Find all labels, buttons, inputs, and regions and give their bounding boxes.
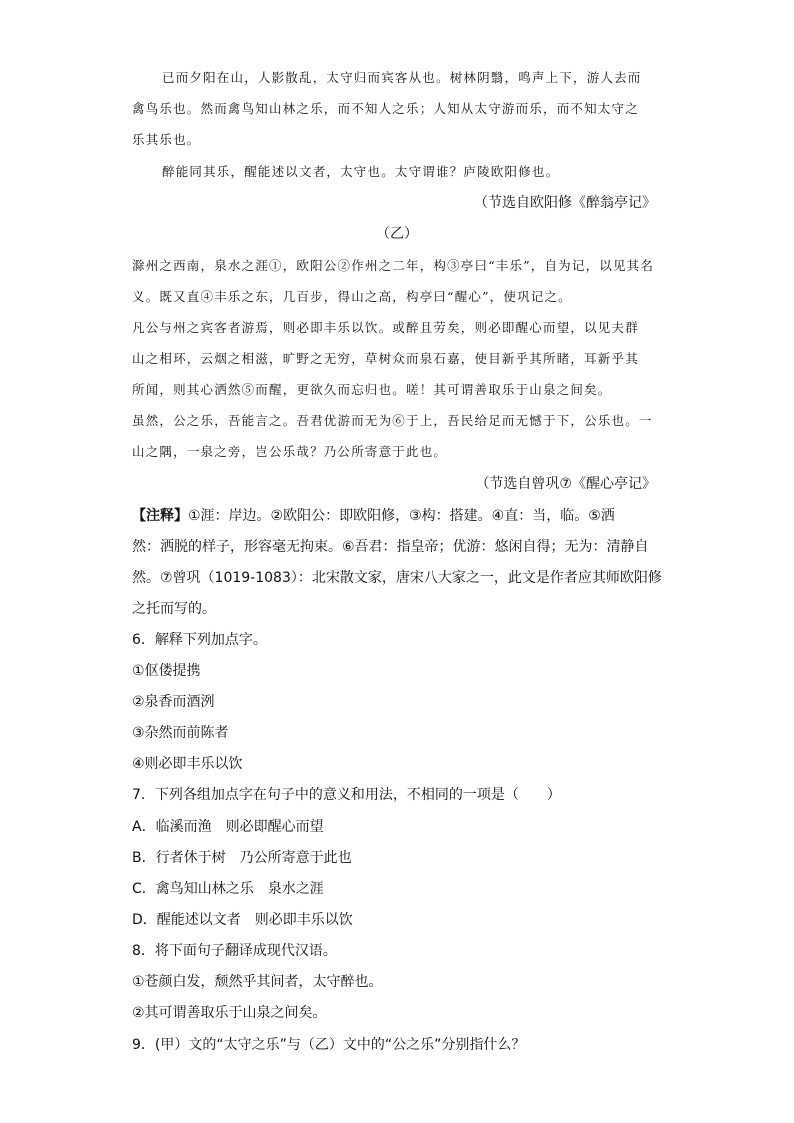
jia-para1-line1: 已而夕阳在山，人影散乱，太守归而宾客从也。树林阴翳，鸣声上下，游人去而 <box>162 70 642 85</box>
q9-stem: 9．(甲）文的“太守之乐”与（乙）文中的“公之乐”分别指什么？ <box>132 1037 526 1053</box>
jia-para1-line3: 乐其乐也。 <box>132 132 201 147</box>
yi-line-6: 虽然，公之乐，吾能言之。吾君优游而无为⑥于上，吾民给足而无憾于下，公乐也。一 <box>132 413 653 428</box>
yi-heading: （乙） <box>376 226 418 242</box>
q8-stem: 8．将下面句子翻译成现代汉语。 <box>132 943 337 959</box>
q6-item-3: ③杂然而前陈者 <box>132 725 229 741</box>
jia-para1-line2: 禽鸟乐也。然而禽鸟知山林之乐，而不知人之乐；人知从太守游而乐，而不知太守之 <box>132 101 639 116</box>
yi-line-2: 义。既又直④丰乐之东，几百步，得山之高，构亭曰“醒心”，使巩记之。 <box>132 289 572 304</box>
notes-line-2: 然：洒脱的样子，形容毫无拘束。⑥吾君：指皇帝；优游：悠闲自得；无为：清静自 <box>132 539 649 555</box>
yi-line-7: 山之隅，一泉之旁，岂公乐哉？乃公所寄意于此也。 <box>132 444 448 459</box>
jia-para2: 醉能同其乐，醒能述以文者，太守也。太守谓谁？庐陵欧阳修也。 <box>162 164 560 179</box>
yi-line-3: 凡公与州之宾客者游焉，则必即丰乐以饮。或醉且劳矣，则必即醒心而望，以见夫群 <box>132 320 639 335</box>
yi-line-5: 所闻，则其心洒然⑤而醒，更欲久而忘归也。嗟！其可谓善取乐于山泉之间矣。 <box>132 382 612 397</box>
notes-label: 【注释】 <box>132 508 188 524</box>
yi-line-4: 山之相环，云烟之相滋，旷野之无穷，草树众而泉石嘉，使目新乎其所睹，耳新乎其 <box>132 351 639 366</box>
q6-item-1: ①伛偻提携 <box>132 663 201 679</box>
q8-item-1: ①苍颜白发，颓然乎其间者，太守醉也。 <box>132 974 383 990</box>
yi-line-1: 滁州之西南，泉水之涯①，欧阳公②作州之二年，构③亭曰“丰乐”，自为记，以见其名 <box>132 258 655 273</box>
jia-source: （节选自欧阳修《醉翁亭记》 <box>474 195 656 211</box>
q7-option-a: A．临溪而渔 则必即醒心而望 <box>132 819 324 835</box>
q7-option-b: B．行者休于树 乃公所寄意于此也 <box>132 850 352 866</box>
q7-option-d: D．醒能述以文者 则必即丰乐以饮 <box>132 912 353 928</box>
notes-text-1: ①涯：岸边。②欧阳公：即欧阳修，③构：搭建。④直：当，临。⑤洒 <box>188 508 615 524</box>
q6-stem: 6．解释下列加点字。 <box>132 632 267 648</box>
notes-line-1 <box>132 505 615 525</box>
q7-stem: 7．下列各组加点字在句子中的意义和用法，不相同的一项是（ ） <box>132 787 561 803</box>
q6-item-2: ②泉香而酒洌 <box>132 694 215 710</box>
q6-item-4: ④则必即丰乐以饮 <box>132 756 243 772</box>
notes-line-3: 然。⑦曾巩（1019-1083）：北宋散文家，唐宋八大家之一，此文是作者应其师欧阳修 <box>132 570 662 586</box>
q8-item-2: ②其可谓善取乐于山泉之间矣。 <box>132 1005 327 1021</box>
notes-line-4: 之托而写的。 <box>132 601 216 617</box>
q7-option-c: C．禽鸟知山林之乐 泉水之涯 <box>132 881 324 897</box>
yi-source: （节选自曾巩⑦《醒心亭记》 <box>475 476 656 492</box>
